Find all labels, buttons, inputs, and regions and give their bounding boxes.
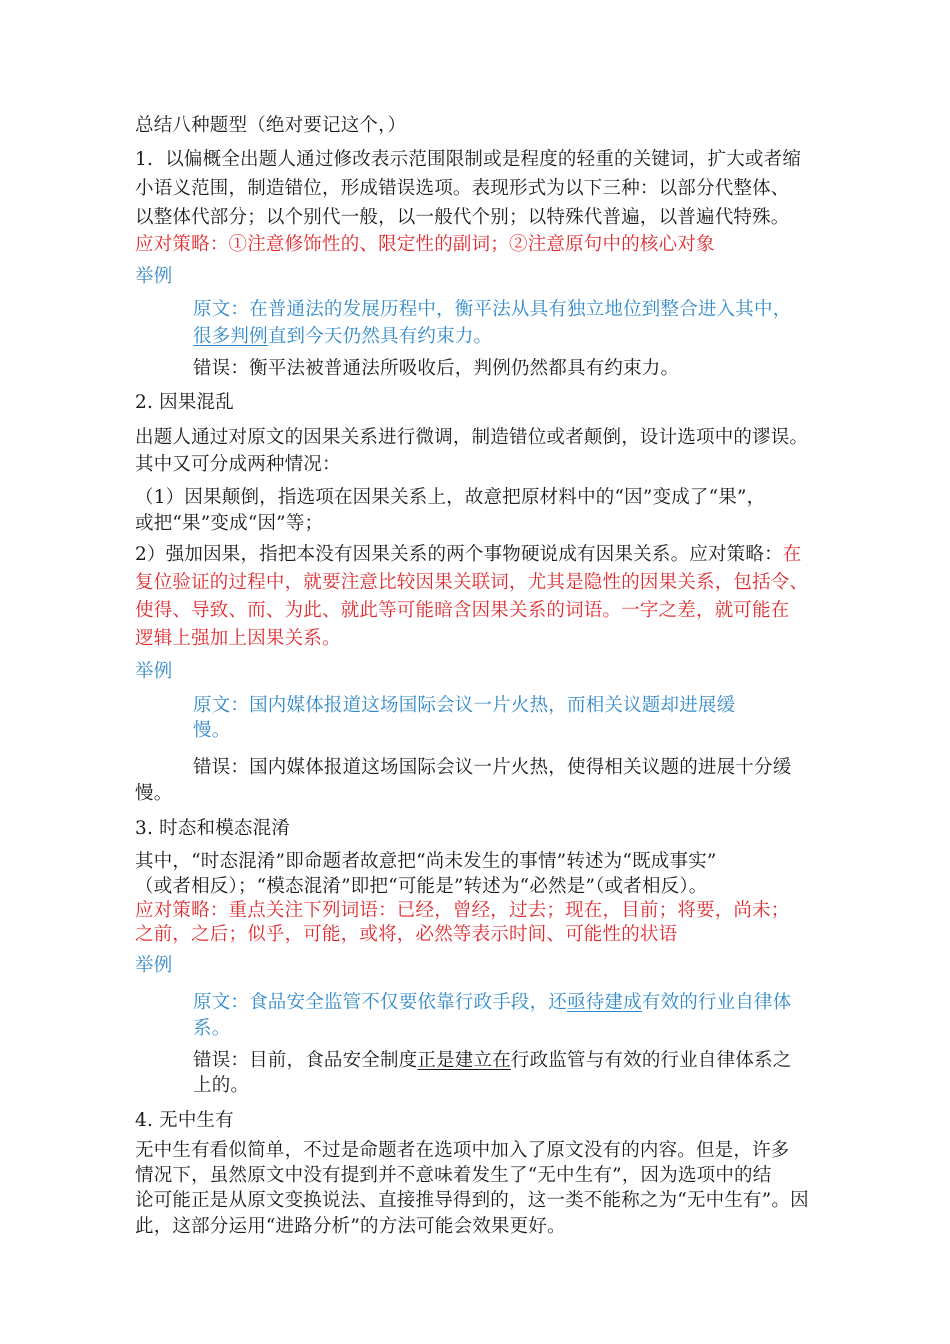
section1-original-line1: 原文：在普通法的发展历程中，衡平法从具有独立地位到整合进入其中， xyxy=(193,299,792,320)
section3-error-a: 错误：目前，食品安全制度 xyxy=(193,1050,418,1071)
section3-original-b: 有效的行业自律体 xyxy=(641,992,792,1013)
section1-text-line2: 小语义范围，制造错位，形成错误选项。表现形式为以下三种：以部分代整体、 xyxy=(135,178,790,199)
section2-original-line2: 慢。 xyxy=(193,720,231,741)
section3-original-a: 原文：食品安全监管不仅要依靠行政手段，还 xyxy=(193,992,568,1013)
section2-item2-line2: 复位验证的过程中，就要注意比较因果关联词，尤其是隐性的因果关系，包括令、 xyxy=(135,572,809,593)
section2-error-line1: 错误：国内媒体报道这场国际会议一片火热，使得相关议题的进展十分缓 xyxy=(193,757,792,778)
section4-heading: 4. 无中生有 xyxy=(135,1110,234,1131)
section1-original-line2 xyxy=(193,325,492,349)
section2-item1-line1: （1）因果颠倒，指选项在因果关系上，故意把原材料中的“因”变成了“果”， xyxy=(135,487,766,508)
section4-text-line1: 无中生有看似简单，不过是命题者在选项中加入了原文没有的内容。但是，许多 xyxy=(135,1140,790,1161)
section2-item1-line2: 或把“果”变成“因”等； xyxy=(135,513,324,534)
section3-original-line1 xyxy=(193,991,791,1015)
section2-original-line1: 原文：国内媒体报道这场国际会议一片火热，而相关议题却进展缓 xyxy=(193,695,736,716)
section3-example-label: 举例 xyxy=(135,955,173,976)
section3-strategy-line1: 应对策略：重点关注下列词语：已经，曾经，过去；现在，目前；将要，尚未； xyxy=(135,900,790,921)
section2-text-line1: 出题人通过对原文的因果关系进行微调，制造错位或者颠倒，设计选项中的谬误。 xyxy=(135,427,809,448)
section1-line1 xyxy=(135,148,801,172)
section1-text-line3: 以整体代部分；以个别代一般，以一般代个别；以特殊代普遍，以普遍代特殊。 xyxy=(135,207,790,228)
section1-strategy: 应对策略：①注意修饰性的、限定性的副词；②注意原句中的核心对象 xyxy=(135,234,715,255)
section3-original-underlined: 亟待建成 xyxy=(567,992,642,1013)
section2-item2-line1-black: 2）强加因果，指把本没有因果关系的两个事物硬说成有因果关系。应对策略： xyxy=(135,544,783,565)
section3-error-line1 xyxy=(193,1049,791,1073)
section2-item2-line4: 逻辑上强加上因果关系。 xyxy=(135,628,341,649)
section1-example-label: 举例 xyxy=(135,266,173,287)
section3-error-underlined: 正是建立在 xyxy=(417,1050,511,1071)
section2-item2-line3: 使得、导致、而、为此、就此等可能暗含因果关系的词语。一字之差，就可能在 xyxy=(135,600,790,621)
section2-error-line2: 慢。 xyxy=(135,783,173,804)
document-title: 总结八种题型（绝对要记这个，） xyxy=(135,115,407,136)
section1-original-rest: 直到今天仍然具有约束力。 xyxy=(267,326,493,347)
section2-text-line2: 其中又可分成两种情况： xyxy=(135,454,341,475)
section3-heading: 3. 时态和模态混淆 xyxy=(135,818,291,839)
section2-heading: 2. 因果混乱 xyxy=(135,392,234,413)
section3-text-line2: （或者相反）；“模态混淆”即把“可能是”转述为“必然是”（或者相反）。 xyxy=(135,876,708,897)
section2-item2-line1 xyxy=(135,543,801,567)
section3-strategy-line2: 之前，之后；似乎，可能，或将，必然等表示时间、可能性的状语 xyxy=(135,924,678,945)
section4-text-line3: 论可能正是从原文变换说法、直接推导得到的，这一类不能称之为“无中生有”。因 xyxy=(135,1190,809,1211)
section3-original-line2: 系。 xyxy=(193,1018,231,1039)
section4-text-line2: 情况下，虽然原文中没有提到并不意味着发生了“无中生有”，因为选项中的结 xyxy=(135,1165,772,1186)
section1-error: 错误：衡平法被普通法所吸收后，判例仍然都具有约束力。 xyxy=(193,358,680,379)
section4-text-line4: 此，这部分运用“进路分析”的方法可能会效果更好。 xyxy=(135,1216,566,1237)
section1-number: 1. xyxy=(135,149,154,170)
section2-item2-line1-red: 在 xyxy=(782,544,802,565)
section2-example-label: 举例 xyxy=(135,661,173,682)
section3-text-line1: 其中，“时态混淆”即命题者故意把“尚未发生的事情”转述为“既成事实” xyxy=(135,851,717,872)
section1-text-line1: 以偏概全出题人通过修改表示范围限制或是程度的轻重的关键词，扩大或者缩 xyxy=(165,149,802,170)
section1-original-underlined: 很多判例 xyxy=(193,326,268,347)
section3-error-line2: 上的。 xyxy=(193,1075,250,1096)
section3-error-b: 行政监管与有效的行业自律体系之 xyxy=(510,1050,792,1071)
